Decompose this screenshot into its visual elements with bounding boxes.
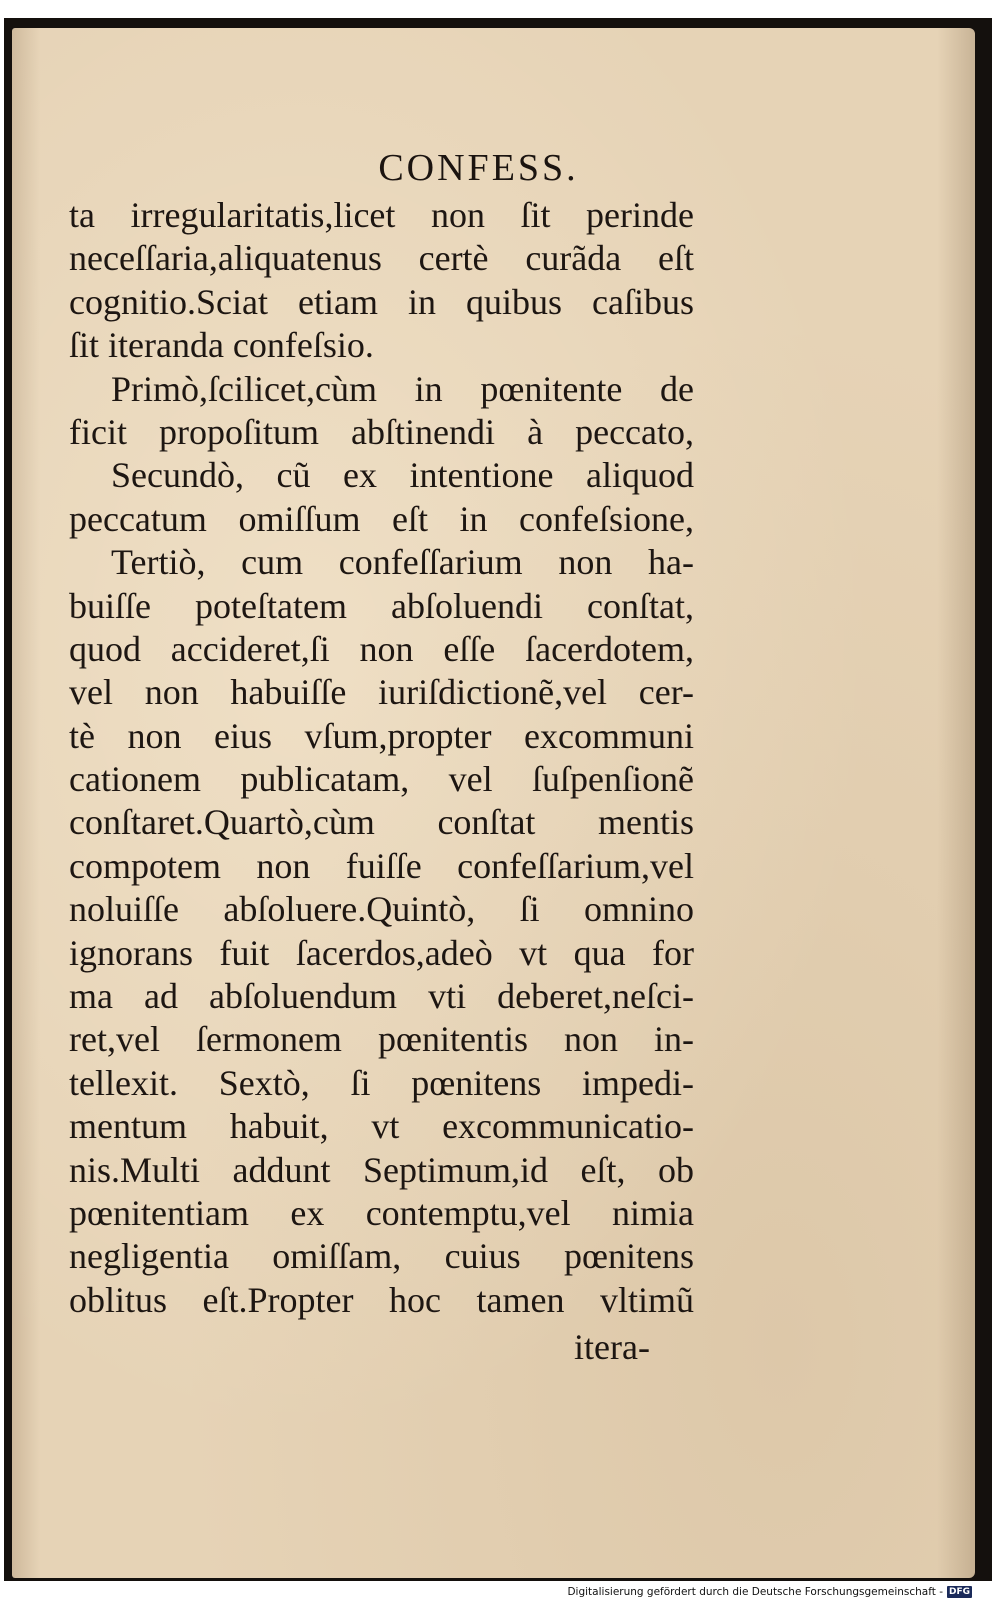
text-line: ta irregularitatis,licet non ſit perinde	[69, 195, 694, 235]
text-line: cognitio.Sciat etiam in quibus caſibus	[69, 281, 694, 322]
text-line: pœnitentiam ex contemptu,vel nimia	[69, 1192, 694, 1233]
text-line: Secundò, cũ ex intentione aliquod	[111, 455, 694, 496]
text-line: tellexit. Sextò, ſi pœnitens impedi-	[69, 1062, 694, 1103]
text-line: ret,vel ſermonem pœnitentis non in-	[69, 1019, 694, 1060]
text-line: vel non habuiſſe iuriſdictionẽ,vel cer-	[69, 672, 694, 713]
text-line: cationem publicatam, vel ſuſpenſionẽ	[69, 759, 694, 800]
text-line: neceſſaria,aliquatenus certè curãda eſt	[69, 238, 694, 279]
body-text	[69, 194, 694, 1322]
text-line: negligentia omiſſam, cuius pœnitens	[69, 1236, 694, 1277]
text-line: oblitus eſt.Propter hoc tamen vltimũ	[69, 1279, 694, 1320]
scan-background	[4, 18, 992, 1581]
text-line: buiſſe poteſtatem abſoluendi conſtat,	[69, 585, 694, 626]
text-line: conſtaret.Quartò,cùm conſtat mentis	[69, 802, 694, 843]
text-line: ma ad abſoluendum vti deberet,neſci-	[69, 976, 694, 1017]
catchword: itera-	[574, 1327, 650, 1367]
text-line: peccatum omiſſum eſt in confeſsione,	[69, 498, 694, 539]
text-line: nis.Multi addunt Septimum,id eſt, ob	[69, 1149, 694, 1190]
running-header	[12, 146, 975, 190]
book-page	[12, 28, 975, 1578]
text-line: ignorans fuit ſacerdos,adeò vt qua for	[69, 932, 694, 973]
text-line: ſit iteranda confeſsio.	[69, 325, 374, 366]
running-header-text: CONFESS.	[378, 147, 579, 189]
text-line: ficit propoſitum abſtinendi à peccato,	[69, 411, 694, 452]
text-line: Primò,ſcilicet,cùm in pœnitente de	[111, 368, 694, 409]
text-line: noluiſſe abſoluere.Quintò, ſi omnino	[69, 889, 694, 930]
text-line: quod accideret,ſi non eſſe ſacerdotem,	[69, 628, 694, 669]
credit-text: Digitalisierung gefördert durch die Deutsche Forschungsgemeinschaft -	[567, 1586, 943, 1598]
text-line: mentum habuit, vt excommunicatio-	[69, 1106, 694, 1147]
text-line: compotem non fuiſſe confeſſarium,vel	[69, 845, 694, 886]
text-line: tè non eius vſum,propter excommuni	[69, 715, 694, 756]
digitization-credit	[567, 1586, 972, 1598]
dfg-logo: DFG	[948, 1587, 970, 1597]
text-line: Tertiò, cum confeſſarium non ha-	[111, 542, 694, 583]
